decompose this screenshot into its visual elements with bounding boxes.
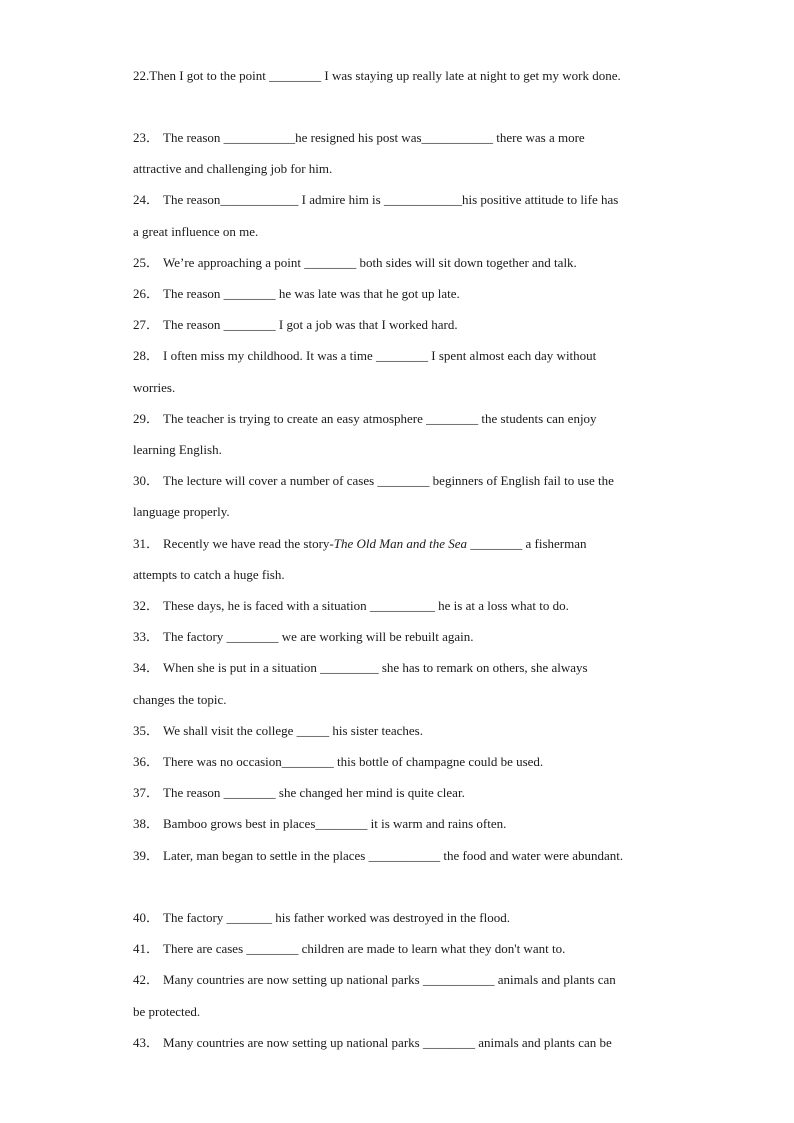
question-text: ________ a fisherman [466, 536, 587, 551]
question-23 [133, 129, 693, 147]
question-text: There was no occasion________ this bottle of champagne could be used. [163, 754, 544, 769]
question-32 [133, 597, 693, 615]
question-25 [133, 254, 693, 272]
question-42-continuation [133, 1003, 693, 1021]
question-text: The reason____________ I admire him is ____________his positive attitude to life has [163, 192, 619, 207]
question-number: 27． [133, 317, 160, 332]
question-text: The factory _______ his father worked was destroyed in the flood. [163, 910, 510, 925]
question-text: attempts to catch a huge fish. [133, 567, 285, 582]
question-number: 28． [133, 348, 160, 363]
question-text: The teacher is trying to create an easy atmosphere ________ the students can enjoy [163, 411, 597, 426]
question-number: 38． [133, 816, 160, 831]
question-36 [133, 753, 693, 771]
question-text: The reason ________ she changed her mind is quite clear. [163, 785, 465, 800]
question-39 [133, 847, 693, 865]
question-number: 26． [133, 286, 160, 301]
question-34-continuation [133, 691, 693, 709]
question-29 [133, 410, 693, 428]
question-text: There are cases ________ children are made to learn what they don't want to. [163, 941, 566, 956]
question-29-continuation [133, 441, 693, 459]
question-text: attractive and challenging job for him. [133, 161, 333, 176]
question-text: The reason ________ I got a job was that I worked hard. [163, 317, 458, 332]
question-text: Recently we have read the story- [163, 536, 334, 551]
question-number: 41． [133, 941, 160, 956]
question-number: 33． [133, 629, 160, 644]
question-number: 23． [133, 130, 160, 145]
question-number: 22. [133, 68, 150, 83]
question-text: changes the topic. [133, 692, 227, 707]
story-title: The Old Man and the Sea [333, 536, 467, 551]
question-number: 37． [133, 785, 160, 800]
question-text: I often miss my childhood. It was a time ________ I spent almost each day without [163, 348, 597, 363]
question-text: The reason ___________he resigned his post was___________ there was a more [163, 130, 585, 145]
question-34 [133, 659, 693, 677]
question-number: 40． [133, 910, 160, 925]
question-text: Later, man began to settle in the places ___________ the food and water were abundant. [163, 848, 624, 863]
question-33 [133, 628, 693, 646]
question-27 [133, 316, 693, 334]
question-text: learning English. [133, 442, 222, 457]
question-text: Many countries are now setting up national parks ________ animals and plants can be [163, 1035, 612, 1050]
question-35 [133, 722, 693, 740]
question-text: The reason ________ he was late was that he got up late. [163, 286, 460, 301]
question-23-continuation [133, 160, 693, 178]
question-number: 42． [133, 972, 160, 987]
question-number: 39． [133, 848, 160, 863]
question-text: be protected. [133, 1004, 201, 1019]
question-number: 36． [133, 754, 160, 769]
question-24-continuation [133, 223, 693, 241]
question-40 [133, 909, 693, 927]
question-37 [133, 784, 693, 802]
question-28-continuation [133, 379, 693, 397]
question-text: The lecture will cover a number of cases ________ beginners of English fail to use the [163, 473, 614, 488]
question-number: 35． [133, 723, 160, 738]
question-text: The factory ________ we are working will be rebuilt again. [163, 629, 474, 644]
question-text: Many countries are now setting up national parks ___________ animals and plants can [163, 972, 616, 987]
question-text: We’re approaching a point ________ both sides will sit down together and talk. [163, 255, 577, 270]
question-22 [133, 67, 693, 85]
question-30 [133, 472, 693, 490]
question-26 [133, 285, 693, 303]
question-30-continuation [133, 503, 693, 521]
question-text: These days, he is faced with a situation __________ he is at a loss what to do. [163, 598, 569, 613]
question-number: 34． [133, 660, 160, 675]
question-text: worries. [133, 380, 176, 395]
question-28 [133, 347, 693, 365]
question-text: When she is put in a situation _________ she has to remark on others, she always [163, 660, 588, 675]
question-24 [133, 191, 693, 209]
question-number: 30． [133, 473, 160, 488]
question-number: 25． [133, 255, 160, 270]
question-text: Bamboo grows best in places________ it is warm and rains often. [163, 816, 507, 831]
question-number: 32． [133, 598, 160, 613]
question-text: a great influence on me. [133, 224, 259, 239]
question-41 [133, 940, 693, 958]
question-text: language properly. [133, 504, 230, 519]
question-number: 31． [133, 536, 160, 551]
question-number: 24． [133, 192, 160, 207]
question-text: We shall visit the college _____ his sister teaches. [163, 723, 423, 738]
question-31 [133, 535, 693, 553]
question-number: 43． [133, 1035, 160, 1050]
question-text: Then I got to the point ________ I was staying up really late at night to get my work done. [149, 68, 621, 83]
question-43 [133, 1034, 693, 1052]
question-42 [133, 971, 693, 989]
question-31-continuation [133, 566, 693, 584]
question-number: 29． [133, 411, 160, 426]
question-38 [133, 815, 693, 833]
